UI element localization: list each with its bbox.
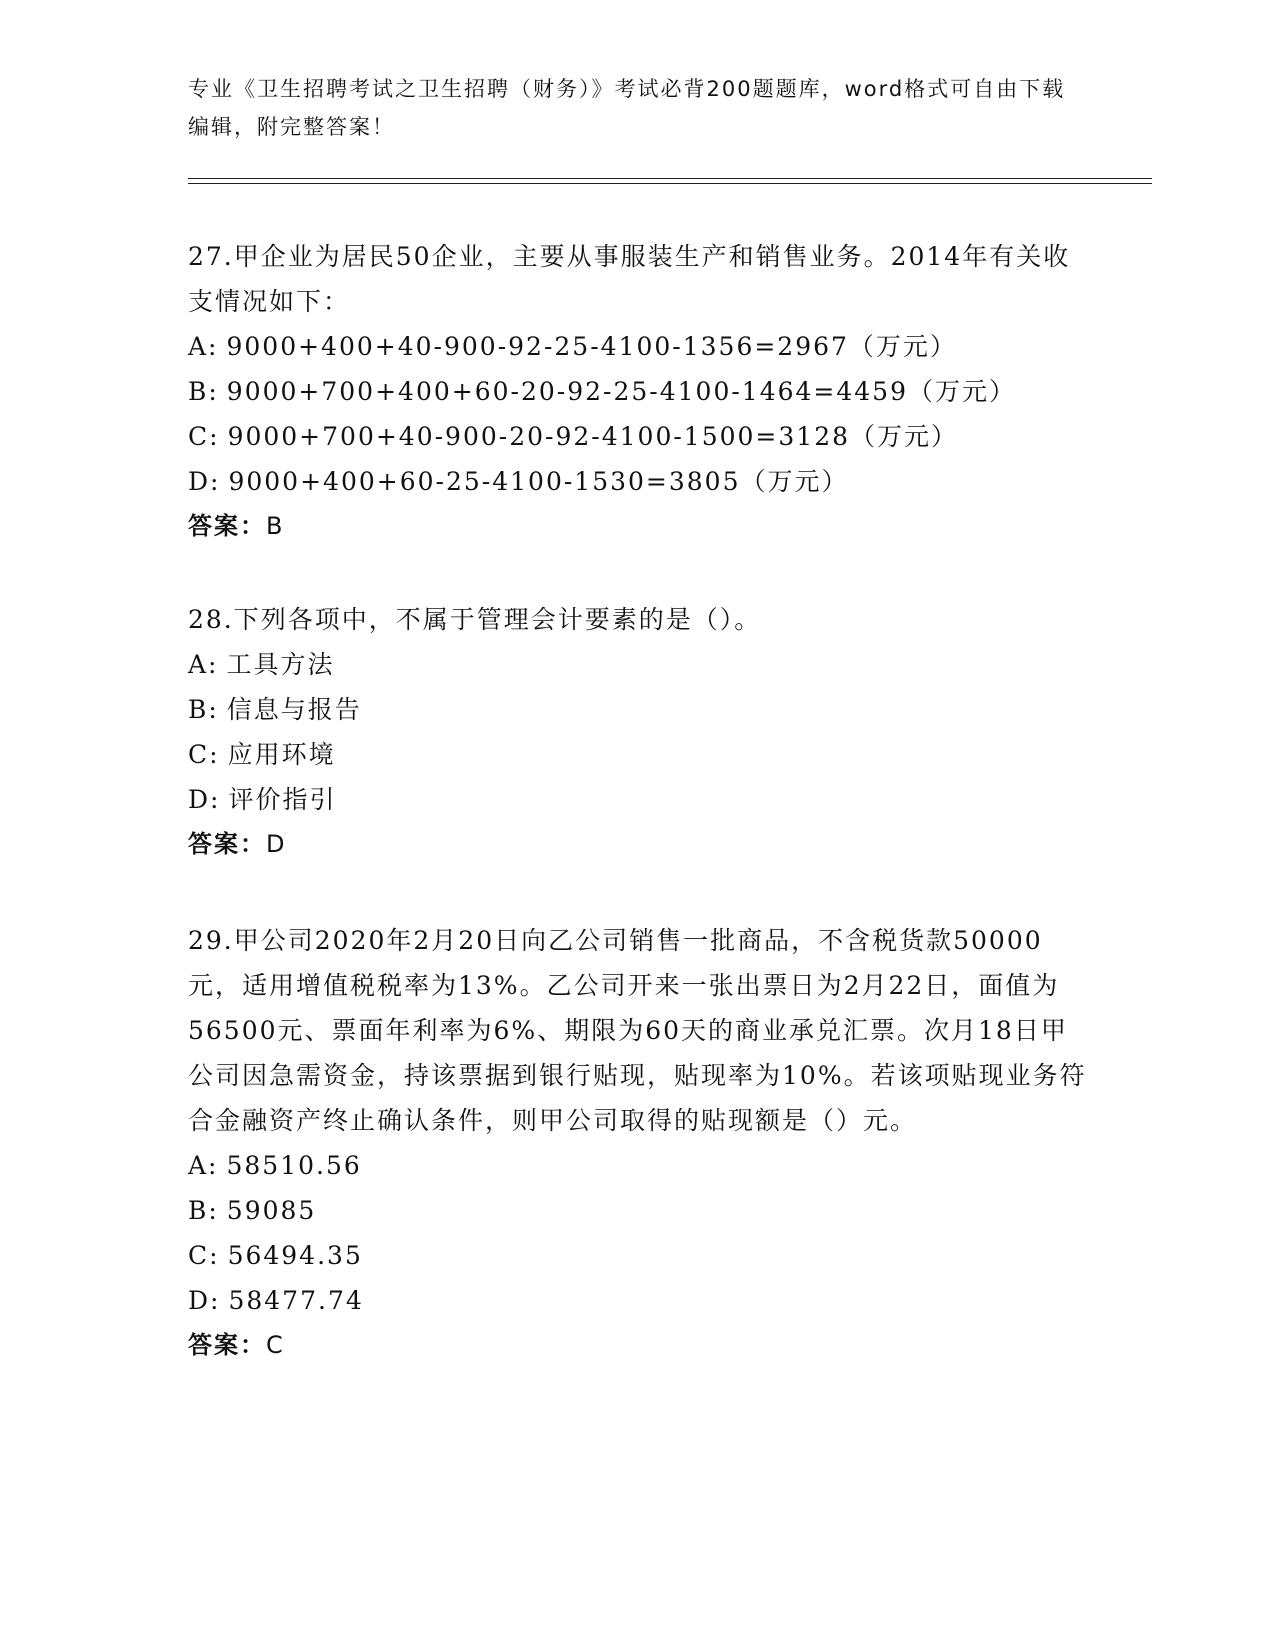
- option-letter: C:: [188, 1241, 220, 1270]
- question-stem: 29.甲公司2020年2月20日向乙公司销售一批商品，不含税货款50000元，适用增值税税率为13%。乙公司开来一张出票日为2月22日，面值为56500元、票面年利率为6%、期限为60天的商业承兑汇票。次月18日甲公司因急需资金，持该票据到银行贴现，贴现率为10%。若该项贴现业务符合金融资产终止确认条件，则甲公司取得的贴现额是（）元。: [188, 926, 1087, 1135]
- option-letter: A:: [188, 332, 219, 361]
- option-text: 9000+400+60-25-4100-1530=3805（万元）: [228, 467, 849, 496]
- option-d: [188, 1278, 1088, 1323]
- option-letter: A:: [188, 650, 219, 679]
- option-text: 信息与报告: [226, 695, 362, 724]
- option-text: 59085: [226, 1196, 317, 1225]
- option-c: [188, 1233, 1088, 1278]
- question-28: [188, 597, 1088, 867]
- option-text: 9000+400+40-900-92-25-4100-1356=2967（万元）: [226, 332, 957, 361]
- option-text: 评价指引: [228, 785, 337, 814]
- question-27: [188, 234, 1088, 549]
- option-d: [188, 777, 1088, 822]
- answer-line: [188, 822, 1088, 867]
- answer-label: 答案：: [188, 512, 266, 540]
- answer-label: 答案：: [188, 830, 266, 858]
- header-divider-top: [188, 178, 1152, 179]
- option-letter: D:: [188, 1286, 221, 1315]
- option-letter: B:: [188, 377, 219, 406]
- option-letter: D:: [188, 467, 221, 496]
- option-b: [188, 369, 1088, 414]
- question-29: [188, 918, 1088, 1368]
- option-letter: A:: [188, 1151, 219, 1180]
- answer-label: 答案：: [188, 1331, 266, 1359]
- option-a: [188, 324, 1088, 369]
- answer-value: C: [266, 1331, 285, 1359]
- option-text: 应用环境: [227, 740, 336, 769]
- option-b: [188, 1188, 1088, 1233]
- option-a: [188, 642, 1088, 687]
- answer-value: D: [266, 830, 287, 858]
- answer-line: [188, 504, 1088, 549]
- option-a: [188, 1143, 1088, 1188]
- option-c: [188, 732, 1088, 777]
- option-text: 工具方法: [226, 650, 335, 679]
- option-letter: D:: [188, 785, 221, 814]
- option-text: 58510.56: [226, 1151, 362, 1180]
- answer-value: B: [266, 512, 285, 540]
- option-letter: B:: [188, 1196, 219, 1225]
- option-letter: C:: [188, 422, 220, 451]
- document-header: 专业《卫生招聘考试之卫生招聘（财务）》考试必背200题题库，word格式可自由下载编辑，附完整答案！: [188, 77, 1066, 139]
- option-text: 56494.35: [227, 1241, 363, 1270]
- question-stem: 28.下列各项中，不属于管理会计要素的是（）。: [188, 605, 762, 634]
- question-stem: 27.甲企业为居民50企业，主要从事服装生产和销售业务。2014年有关收支情况如下：: [188, 242, 1071, 316]
- option-letter: B:: [188, 695, 219, 724]
- option-text: 58477.74: [228, 1286, 364, 1315]
- option-text: 9000+700+400+60-20-92-25-4100-1464=4459（万元）: [226, 377, 1016, 406]
- answer-line: [188, 1323, 1088, 1368]
- option-c: [188, 414, 1088, 459]
- option-d: [188, 459, 1088, 504]
- option-text: 9000+700+40-900-20-92-4100-1500=3128（万元）: [227, 422, 959, 451]
- option-b: [188, 687, 1088, 732]
- option-letter: C:: [188, 740, 220, 769]
- header-divider-bottom: [188, 183, 1152, 184]
